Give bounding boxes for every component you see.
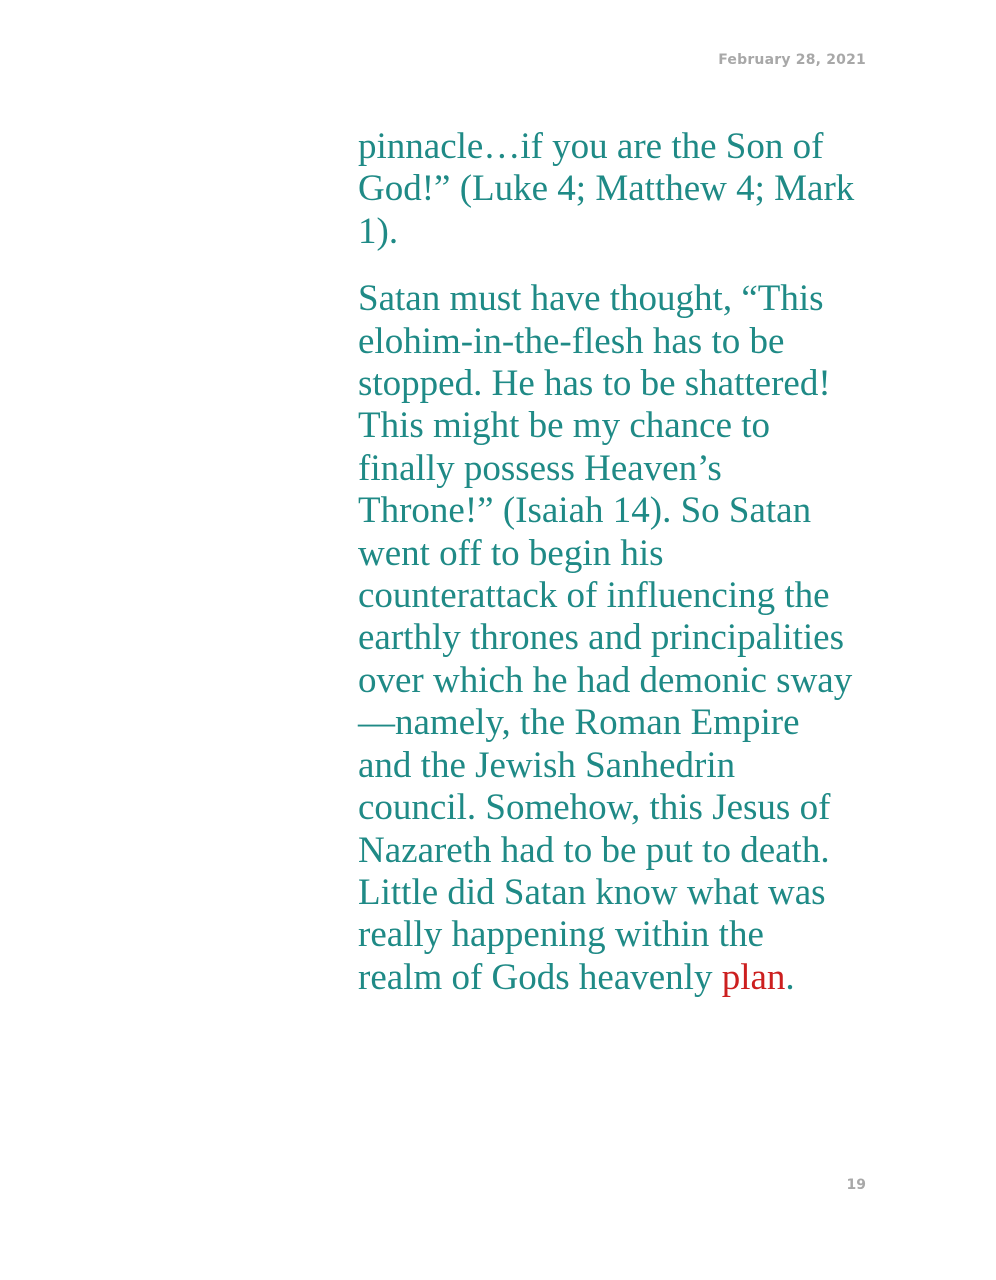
text-line: counterattack of influencing the [358,575,830,617]
body-text [358,126,878,999]
text-line: 1). [358,210,399,252]
text-line: elohim-in-the-flesh has to be [358,320,785,362]
text-line-final [358,957,878,999]
text-line: Satan must have thought, “This [358,278,824,320]
paragraph-1 [358,126,878,253]
page-number: 19 [846,1177,866,1193]
text-line: stopped. He has to be shattered! [358,363,831,405]
text-line: and the Jewish Sanhedrin [358,744,736,786]
highlighted-word: plan [721,956,786,998]
text-line: God!” (Luke 4; Matthew 4; Mark [358,168,855,210]
text-line: Throne!” (Isaiah 14). So Satan [358,490,812,532]
text-line: This might be my chance to [358,405,771,447]
text-line: over which he had demonic sway [358,659,853,701]
text-line: Nazareth had to be put to death. [358,829,830,871]
text-line: finally possess Heaven’s [358,447,722,489]
text-line: went off to begin his [358,532,664,574]
text-line: Little did Satan know what was [358,871,826,913]
text-line: earthly thrones and principalities [358,617,844,659]
text-line: —namely, the Roman Empire [358,702,800,744]
paragraph-2 [358,278,878,999]
text-line: pinnacle…if you are the Son of [358,126,824,167]
page-date: February 28, 2021 [718,52,866,68]
text-line: really happening within the [358,914,764,956]
final-line-punctuation: . [785,956,795,998]
final-line-text: realm of Gods heavenly [358,956,722,998]
text-line: council. Somehow, this Jesus of [358,787,831,829]
